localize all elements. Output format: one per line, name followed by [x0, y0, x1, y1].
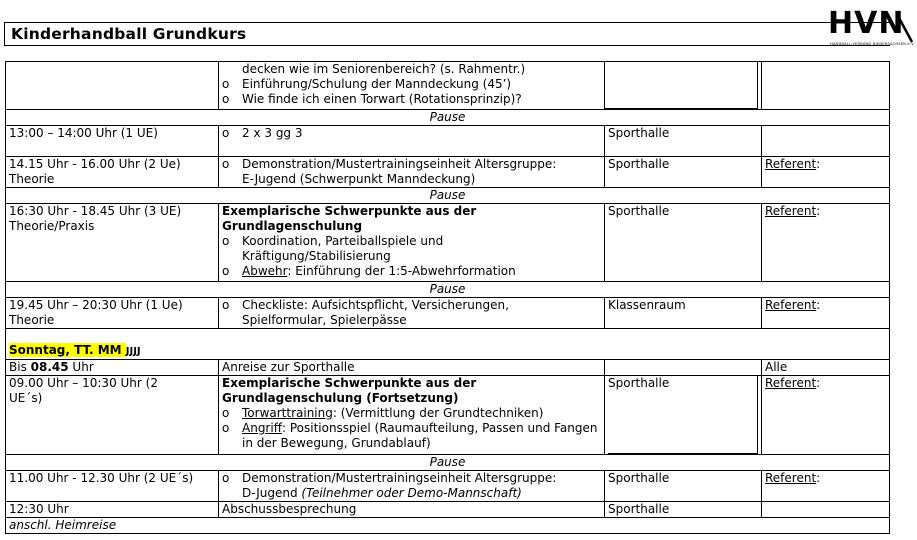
- day-row: [6, 329, 890, 360]
- page-title: Kinderhandball Grundkurs: [11, 25, 247, 43]
- place-cell: Sporthalle: [605, 502, 762, 518]
- pause-row: [6, 282, 890, 298]
- list-item: o Torwarttraining: (Vermittlung der Grundtechniken): [222, 406, 601, 421]
- pause-label: Pause: [6, 188, 890, 204]
- list-item: o Abwehr: Einführung der 1:5-Abwehrformation: [222, 264, 601, 279]
- session-type: Theorie/Praxis: [9, 219, 95, 233]
- referent-label: Referent: [765, 204, 817, 218]
- pause-label: Pause: [6, 455, 890, 471]
- table-row: [6, 518, 890, 534]
- table-row: 16:30 Uhr - 18.45 Uhr (3 UE) Theorie/Praxis Exemplarische Schwerpunkte aus der Grundlagenschulung o Koordination, Parteiballspiele und Kräftigung/Stabilisierung o Abwehr: Einführung der 1:5-Abwehrformation Sporthalle Referent:: [6, 204, 890, 282]
- referent-label: Referent: [765, 376, 817, 390]
- list-item: Demonstration/Mustertrainingseinheit Altersgruppe:: [242, 157, 557, 171]
- list-item: o Koordination, Parteiballspiele und Kräftigung/Stabilisierung: [222, 234, 482, 264]
- time-cell: 19.45 Uhr – 20:30 Uhr (1 Ue): [9, 298, 183, 312]
- time-cell: 12:30 Uhr: [6, 502, 219, 518]
- list-item: o Angriff: Positionsspiel (Raumaufteilung, Passen und Fangen in der Bewegung, Grundablauf): [222, 421, 601, 451]
- place-cell: Sporthalle: [605, 204, 762, 282]
- place-cell: Sporthalle: [605, 471, 762, 502]
- place-cell: Sporthalle: [608, 376, 758, 454]
- list-item: o 2 x 3 gg 3: [222, 126, 601, 141]
- list-item: Demonstration/Mustertrainingseinheit Altersgruppe:: [242, 471, 557, 485]
- table-row: 14.15 Uhr - 16.00 Uhr (2 Ue) Theorie o Demonstration/Mustertrainingseinheit Altersgruppe: E-Jugend (Schwerpunkt Manndeckung) Sporthalle Referent:: [6, 157, 890, 188]
- schedule-table: [5, 61, 890, 534]
- table-row: [6, 126, 890, 157]
- section-heading: Exemplarische Schwerpunkte aus der Grundlagenschulung (Fortsetzung): [222, 376, 477, 405]
- pause-label: Pause: [6, 110, 890, 126]
- pause-row: [6, 110, 890, 126]
- list-item: o Einführung/Schulung der Manndeckung (45’): [222, 77, 601, 92]
- time-cell: 13:00 – 14:00 Uhr (1 UE): [6, 126, 219, 157]
- page-header: [4, 22, 890, 46]
- logo-mark: HVN: [828, 6, 905, 41]
- table-row: Bis 08.45 Uhr Anreise zur Sporthalle Alle: [6, 360, 890, 376]
- table-row: 19.45 Uhr – 20:30 Uhr (1 Ue) Theorie o Checkliste: Aufsichtspflicht, Versicherungen, Spielformular, Spielerpässe Klassenraum Referent:: [6, 298, 890, 329]
- referent-label: Referent: [765, 471, 817, 485]
- session-type: Theorie: [9, 313, 55, 327]
- referent-label: Referent: [765, 157, 817, 171]
- activity-cell: Anreise zur Sporthalle: [219, 360, 605, 376]
- table-row: [6, 62, 890, 110]
- pause-label: Pause: [6, 282, 890, 298]
- time-cell: 16:30 Uhr - 18.45 Uhr (3 UE): [9, 204, 182, 218]
- logo-subtitle: HANDBALL-VERBAND NIEDERSACHSEN e.V.: [830, 42, 915, 46]
- list-item: o Checkliste: Aufsichtspflicht, Versicherungen, Spielformular, Spielerpässe: [222, 298, 542, 328]
- activity-cell: Abschussbesprechung: [219, 502, 605, 518]
- table-row: 09.00 Uhr – 10:30 Uhr (2 UE´s) Exemplarische Schwerpunkte aus der Grundlagenschulung (Fortsetzung) o Torwarttraining: (Vermittlung der Grundtechniken) o Angriff: Positionsspiel (Raumaufteilung, Passen und Fangen in der Bewegung, Grundablauf) Sporthalle Referent:: [6, 376, 890, 455]
- section-heading: Exemplarische Schwerpunkte aus der Grundlagenschulung: [222, 204, 477, 233]
- session-type: Theorie: [9, 172, 55, 186]
- time-cell: 09.00 Uhr – 10:30 Uhr (2 UE´s): [6, 376, 219, 455]
- table-row: 11.00 Uhr - 12.30 Uhr (2 UE´s) o Demonstration/Mustertrainingseinheit Altersgruppe: D-Jugend (Teilnehmer oder Demo-Mannschaft) Sporthalle Referent:: [6, 471, 890, 502]
- time-cell: 14.15 Uhr - 16.00 Uhr (2 Ue): [9, 157, 181, 171]
- place-cell: Sporthalle: [605, 126, 762, 157]
- time-cell: 11.00 Uhr - 12.30 Uhr (2 UE´s): [6, 471, 219, 502]
- row-continued-line: decken wie im Seniorenbereich? (s. Rahmentr.): [242, 62, 526, 76]
- day-heading: Sonntag, TT. MM: [9, 343, 126, 357]
- participants-cell: Alle: [762, 360, 890, 376]
- pause-row: [6, 455, 890, 471]
- place-cell: Klassenraum: [605, 298, 762, 329]
- arrival-time: 08.45: [30, 360, 69, 374]
- hvn-logo: [826, 6, 914, 50]
- referent-label: Referent: [765, 298, 817, 312]
- list-item: o Wie finde ich einen Torwart (Rotationsprinzip)?: [222, 92, 601, 107]
- place-cell: Sporthalle: [605, 157, 762, 188]
- day-year: JJJJ: [125, 346, 141, 357]
- pause-row: [6, 188, 890, 204]
- topic-list: [222, 77, 601, 107]
- logo-swoosh-icon: [896, 14, 914, 44]
- list-item-cont: E-Jugend (Schwerpunkt Manndeckung): [242, 172, 476, 186]
- table-row: [6, 502, 890, 518]
- closing-note: anschl. Heimreise: [6, 518, 890, 534]
